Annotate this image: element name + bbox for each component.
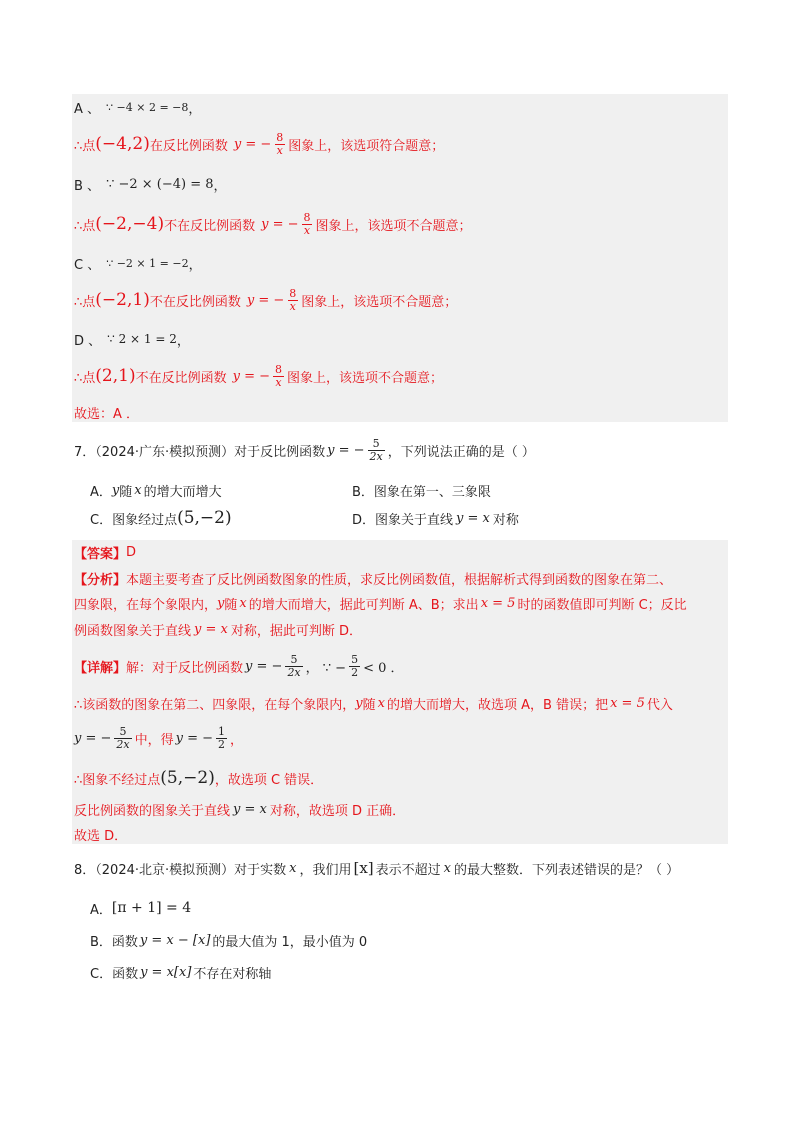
q7-option-a[interactable]: A． y 随 x 的增大而增大 — [90, 482, 222, 500]
fraction: $\frac{8}{x}$ — [303, 210, 311, 237]
fraction: $\frac{8}{x}$ — [275, 362, 283, 389]
fraction: $\frac{8}{x}$ — [276, 130, 284, 157]
fraction: $\frac{8}{x}$ — [289, 286, 297, 313]
fraction: $\frac{5}{2x}$ — [369, 436, 383, 463]
q7-option-b[interactable]: B．图象在第一、三象限 — [352, 484, 491, 500]
sol6-line-a-result: ∴点 (−4,2) 在反比例函数 y = − $\frac{8}{x}$ 图象上，该选项符合题意； — [74, 130, 445, 157]
q7-stem: 7．（2024·广东·模拟预测）对于反比例函数 y = − $\frac{5}{2x}$ ，下列说法正确的是（ ） — [74, 436, 535, 463]
fraction: $\frac{5}{2x}$ — [287, 652, 301, 679]
q7-answer: 【答案】 D — [74, 544, 137, 562]
q7-detail-line2: ∴该函数的图象在第二、四象限，在每个象限内， y 随 x 的增大而增大，故选项 A，B 错误；把 x = 5 代入 — [74, 695, 673, 713]
sol6-line-b-result: ∴点 (−2,−4) 不在反比例函数 y = − $\frac{8}{x}$ 图象上，该选项不合题意； — [74, 210, 472, 237]
sol6-line-d: D 、 ∵ 2 × 1 = 2 ， — [74, 332, 190, 349]
q7-choose: 故选 D． — [74, 828, 128, 844]
q7-detail-line4: ∴图象不经过点 (5,−2) ，故选项 C 错误． — [74, 768, 324, 788]
sol6-line-a: A 、 ∵ −4 × 2 = −8 ， — [74, 100, 202, 117]
fraction: $\frac{5}{2}$ — [351, 652, 359, 679]
fraction: $\frac{5}{2x}$ — [116, 724, 130, 751]
q7-option-c[interactable]: C．图象经过点 (5,−2) — [90, 508, 232, 528]
sol6-choose: 故选：A ． — [74, 406, 140, 422]
sol6-line-b: B 、 ∵ −2 × (−4) = 8 ， — [74, 176, 227, 194]
q7-option-d[interactable]: D．图象关于直线 y = x 对称 — [352, 510, 519, 528]
q7-analysis-line2: 四象限，在每个象限内， y 随 x 的增大而增大，据此可判断 A、B；求出 x = 5 时的函数值即可判断 C；反比 — [74, 595, 687, 613]
q7-detail-line3: y = − $\frac{5}{2x}$ 中，得 y = − $\frac{1}{2}$ ， — [74, 724, 244, 751]
q7-detail-line5: 反比例函数的图象关于直线 y = x 对称，故选项 D 正确． — [74, 801, 406, 819]
sol6-line-c-result: ∴点 (−2,1) 不在反比例函数 y = − $\frac{8}{x}$ 图象上，该选项不合题意； — [74, 286, 458, 313]
q8-option-c[interactable]: C．函数 y = x[x] 不存在对称轴 — [90, 964, 272, 982]
sol6-line-d-result: ∴点 (2,1) 不在反比例函数 y = − $\frac{8}{x}$ 图象上，该选项不合题意； — [74, 362, 444, 389]
q7-analysis-line1: 【分析】 本题主要考查了反比例函数图象的性质，求反比例函数值，根据解析式得到函数的图象在第二、 — [74, 572, 673, 588]
sol6-line-c: C 、 ∵ −2 × 1 = −2 ， — [74, 256, 202, 273]
q7-detail-line1: 【详解】 解：对于反比例函数 y = − $\frac{5}{2x}$ ， ∵ − $\frac{5}{2}$ < 0 ． — [74, 652, 404, 679]
q8-option-a[interactable]: A． [π + 1] = 4 — [90, 900, 192, 918]
fraction: $\frac{1}{2}$ — [218, 724, 226, 751]
q8-option-b[interactable]: B．函数 y = x − [x] 的最大值为 1，最小值为 0 — [90, 932, 368, 950]
q8-stem: 8．（2024·北京·模拟预测）对于实数 x ，我们用 [x] 表示不超过 x 的最大整数．下列表述错误的是？（ ） — [74, 859, 680, 878]
q7-analysis-line3: 例函数图象关于直线 y = x 对称，据此可判断 D． — [74, 621, 363, 639]
